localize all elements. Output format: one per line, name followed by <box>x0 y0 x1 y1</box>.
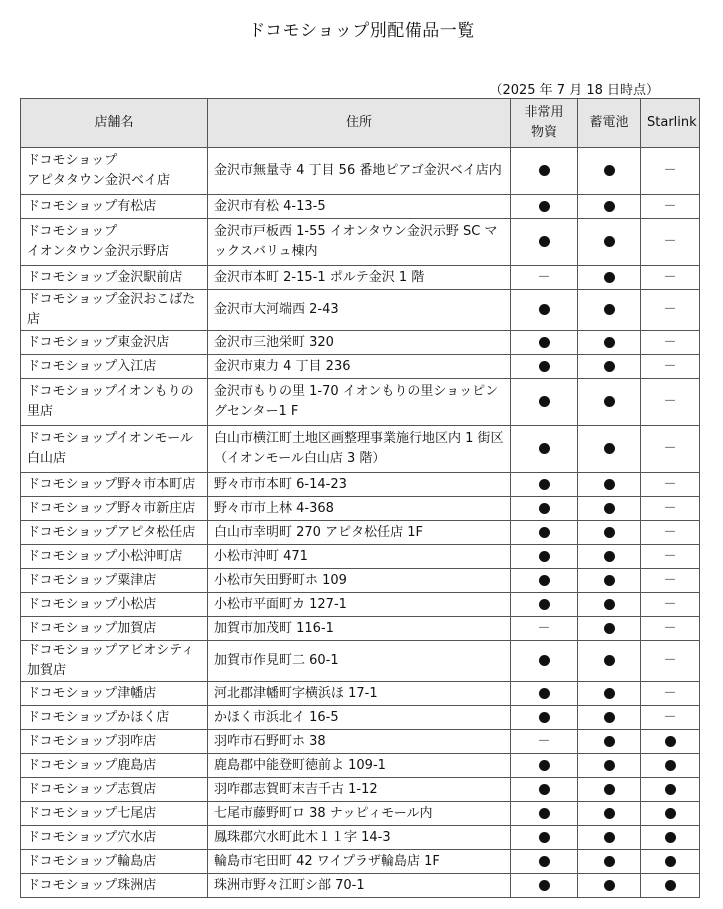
starlink-cell <box>641 593 700 617</box>
table-row <box>21 641 700 682</box>
address-cell: 金沢市戸板西 1-55 イオンタウン金沢示野 SC マックスバリュ棟内 <box>208 219 511 266</box>
dash-mark: － <box>663 709 677 725</box>
emergency-cell <box>511 730 578 754</box>
address-cell: 羽咋市石野町ホ 38 <box>208 730 511 754</box>
dash-mark: － <box>663 269 677 285</box>
filled-circle-icon <box>539 165 550 176</box>
header-store: 店舗名 <box>21 99 208 148</box>
store-name-cell <box>21 706 208 730</box>
dash-mark: － <box>663 620 677 636</box>
starlink-cell <box>641 521 700 545</box>
store-name-cell <box>21 641 208 682</box>
table-row <box>21 826 700 850</box>
emergency-cell <box>511 219 578 266</box>
store-name-line: ドコモショップ小松沖町店 <box>27 548 183 564</box>
battery-cell <box>578 730 641 754</box>
store-name-line: ドコモショップ <box>27 224 118 239</box>
emergency-cell <box>511 521 578 545</box>
table-row <box>21 874 700 898</box>
filled-circle-icon <box>604 443 615 454</box>
table-row <box>21 730 700 754</box>
dash-mark: － <box>663 358 677 374</box>
store-name-cell <box>21 355 208 379</box>
store-name-line: ドコモショップ七尾店 <box>27 805 157 821</box>
address-cell: 河北郡津幡町字横浜ほ 17-1 <box>208 682 511 706</box>
dash-mark: － <box>537 733 551 749</box>
emergency-cell <box>511 778 578 802</box>
address-cell: 金沢市もりの里 1-70 イオンもりの里ショッピングセンター1 F <box>208 379 511 426</box>
battery-cell <box>578 826 641 850</box>
address-cell: 加賀市加茂町 116-1 <box>208 617 511 641</box>
address-cell: 鳳珠郡穴水町此木１１字 14-3 <box>208 826 511 850</box>
starlink-cell <box>641 617 700 641</box>
starlink-cell <box>641 802 700 826</box>
filled-circle-icon <box>539 361 550 372</box>
filled-circle-icon <box>604 527 615 538</box>
dash-mark: － <box>663 524 677 540</box>
store-name-line: ドコモショップ加賀店 <box>27 620 157 636</box>
table-row <box>21 569 700 593</box>
address-cell: 七尾市藤野町ロ 38 ナッピィモール内 <box>208 802 511 826</box>
emergency-cell <box>511 850 578 874</box>
store-name-line: ドコモショップ鹿島店 <box>27 757 157 773</box>
store-name-cell <box>21 521 208 545</box>
filled-circle-icon <box>539 575 550 586</box>
emergency-cell <box>511 682 578 706</box>
store-name-cell <box>21 290 208 331</box>
dash-mark: － <box>663 234 677 249</box>
filled-circle-icon <box>604 575 615 586</box>
store-name-line: イオンタウン金沢示野店 <box>27 244 170 259</box>
emergency-cell <box>511 331 578 355</box>
starlink-cell <box>641 497 700 521</box>
table-row <box>21 754 700 778</box>
dash-mark: － <box>663 476 677 492</box>
table-row <box>21 521 700 545</box>
starlink-cell <box>641 355 700 379</box>
starlink-cell <box>641 682 700 706</box>
filled-circle-icon <box>604 712 615 723</box>
emergency-cell <box>511 497 578 521</box>
store-name-cell <box>21 778 208 802</box>
battery-cell <box>578 195 641 219</box>
filled-circle-icon <box>539 856 550 867</box>
store-name-line: ドコモショップ金沢駅前店 <box>27 269 183 285</box>
table-row <box>21 355 700 379</box>
address-cell: 珠洲市野々江町シ部 70-1 <box>208 874 511 898</box>
dash-mark: － <box>537 620 551 636</box>
filled-circle-icon <box>539 688 550 699</box>
table-row <box>21 148 700 195</box>
dash-mark: － <box>663 572 677 588</box>
store-name-line: ドコモショップ志賀店 <box>27 781 157 797</box>
table-row <box>21 850 700 874</box>
store-name-cell <box>21 266 208 290</box>
filled-circle-icon <box>604 165 615 176</box>
table-row <box>21 266 700 290</box>
battery-cell <box>578 802 641 826</box>
emergency-cell <box>511 473 578 497</box>
starlink-cell <box>641 850 700 874</box>
address-cell: 野々市市上林 4-368 <box>208 497 511 521</box>
filled-circle-icon <box>604 396 615 407</box>
table-row <box>21 617 700 641</box>
starlink-cell <box>641 473 700 497</box>
starlink-cell <box>641 545 700 569</box>
dash-mark: － <box>663 596 677 612</box>
filled-circle-icon <box>604 272 615 283</box>
store-name-cell <box>21 195 208 219</box>
filled-circle-icon <box>539 808 550 819</box>
starlink-cell <box>641 148 700 195</box>
dash-mark: － <box>663 441 677 456</box>
starlink-cell <box>641 826 700 850</box>
header-emergency-line1: 非常用 <box>524 105 564 120</box>
dash-mark: － <box>663 548 677 564</box>
emergency-cell <box>511 545 578 569</box>
battery-cell <box>578 497 641 521</box>
filled-circle-icon <box>539 396 550 407</box>
store-name-line: ドコモショップ金沢おこばた店 <box>27 292 196 327</box>
dash-mark: － <box>663 334 677 350</box>
page-title: ドコモショップ別配備品一覧 <box>248 21 475 41</box>
address-cell: 金沢市本町 2-15-1 ポルテ金沢 1 階 <box>208 266 511 290</box>
filled-circle-icon <box>604 688 615 699</box>
table-row <box>21 379 700 426</box>
starlink-cell <box>641 778 700 802</box>
store-name-cell <box>21 148 208 195</box>
filled-circle-icon <box>665 736 676 747</box>
emergency-cell <box>511 569 578 593</box>
emergency-cell <box>511 706 578 730</box>
table-row <box>21 593 700 617</box>
store-name-cell <box>21 802 208 826</box>
filled-circle-icon <box>604 832 615 843</box>
dash-mark: － <box>663 198 677 214</box>
table-row <box>21 473 700 497</box>
battery-cell <box>578 545 641 569</box>
emergency-cell <box>511 826 578 850</box>
address-cell: 鹿島郡中能登町徳前よ 109-1 <box>208 754 511 778</box>
emergency-cell <box>511 195 578 219</box>
dash-mark: － <box>537 269 551 285</box>
table-row <box>21 195 700 219</box>
filled-circle-icon <box>665 760 676 771</box>
header-emergency-line2: 物資 <box>530 125 557 140</box>
starlink-cell <box>641 754 700 778</box>
store-name-line: ドコモショップ入江店 <box>27 358 157 374</box>
store-name-cell <box>21 569 208 593</box>
filled-circle-icon <box>539 551 550 562</box>
dash-mark: － <box>663 163 677 178</box>
emergency-cell <box>511 355 578 379</box>
table-row <box>21 219 700 266</box>
date-note: （2025 年 7 月 18 日時点） <box>489 83 659 98</box>
address-cell: かほく市浜北イ 16-5 <box>208 706 511 730</box>
filled-circle-icon <box>665 808 676 819</box>
battery-cell <box>578 850 641 874</box>
store-name-cell <box>21 754 208 778</box>
store-name-line: ドコモショップ津幡店 <box>27 685 157 701</box>
dash-mark: － <box>663 653 677 668</box>
store-name-line: ドコモショップ輪島店 <box>27 853 157 869</box>
store-name-line: ドコモショップ小松店 <box>27 596 157 612</box>
table-row <box>21 426 700 473</box>
address-cell: 輪島市宅田町 42 ワイプラザ輪島店 1F <box>208 850 511 874</box>
filled-circle-icon <box>539 880 550 891</box>
starlink-cell <box>641 219 700 266</box>
store-name-line: ドコモショップイオンもりの里店 <box>27 384 194 419</box>
emergency-cell <box>511 641 578 682</box>
filled-circle-icon <box>539 712 550 723</box>
filled-circle-icon <box>539 304 550 315</box>
store-name-cell <box>21 379 208 426</box>
starlink-cell <box>641 569 700 593</box>
filled-circle-icon <box>604 856 615 867</box>
table-row <box>21 802 700 826</box>
battery-cell <box>578 266 641 290</box>
store-name-line: アピタタウン金沢ベイ店 <box>27 173 171 188</box>
filled-circle-icon <box>604 880 615 891</box>
store-name-cell <box>21 593 208 617</box>
address-cell: 小松市平面町カ 127-1 <box>208 593 511 617</box>
filled-circle-icon <box>539 655 550 666</box>
filled-circle-icon <box>604 236 615 247</box>
battery-cell <box>578 706 641 730</box>
battery-cell <box>578 754 641 778</box>
store-name-line: ドコモショップ粟津店 <box>27 572 157 588</box>
filled-circle-icon <box>604 503 615 514</box>
emergency-cell <box>511 874 578 898</box>
address-cell: 金沢市三池栄町 320 <box>208 331 511 355</box>
address-cell: 小松市矢田野町ホ 109 <box>208 569 511 593</box>
header-emergency <box>511 99 578 148</box>
store-name-cell <box>21 426 208 473</box>
emergency-cell <box>511 379 578 426</box>
battery-cell <box>578 473 641 497</box>
starlink-cell <box>641 706 700 730</box>
filled-circle-icon <box>604 201 615 212</box>
filled-circle-icon <box>539 599 550 610</box>
table-row <box>21 545 700 569</box>
starlink-cell <box>641 730 700 754</box>
store-name-line: ドコモショップ <box>27 153 118 168</box>
filled-circle-icon <box>539 443 550 454</box>
store-name-line: ドコモショップアビオシティ加賀店 <box>27 643 195 678</box>
battery-cell <box>578 778 641 802</box>
starlink-cell <box>641 266 700 290</box>
store-name-line: ドコモショップ野々市本町店 <box>27 476 196 492</box>
starlink-cell <box>641 195 700 219</box>
store-name-line: ドコモショップアピタ松任店 <box>27 524 196 540</box>
battery-cell <box>578 593 641 617</box>
address-cell: 白山市幸明町 270 アピタ松任店 1F <box>208 521 511 545</box>
emergency-cell <box>511 426 578 473</box>
filled-circle-icon <box>539 527 550 538</box>
dash-mark: － <box>663 500 677 516</box>
header-starlink: Starlink <box>641 99 700 148</box>
starlink-cell <box>641 290 700 331</box>
battery-cell <box>578 569 641 593</box>
store-name-line: ドコモショップ穴水店 <box>27 829 157 845</box>
table-row <box>21 778 700 802</box>
dash-mark: － <box>663 685 677 701</box>
battery-cell <box>578 219 641 266</box>
store-name-cell <box>21 826 208 850</box>
dash-mark: － <box>663 302 677 317</box>
store-name-cell <box>21 874 208 898</box>
header-address: 住所 <box>208 99 511 148</box>
filled-circle-icon <box>604 623 615 634</box>
filled-circle-icon <box>539 479 550 490</box>
table-row <box>21 331 700 355</box>
starlink-cell <box>641 331 700 355</box>
filled-circle-icon <box>604 808 615 819</box>
store-name-cell <box>21 730 208 754</box>
filled-circle-icon <box>665 832 676 843</box>
table-header-row <box>21 99 700 148</box>
battery-cell <box>578 426 641 473</box>
filled-circle-icon <box>539 832 550 843</box>
filled-circle-icon <box>539 784 550 795</box>
emergency-cell <box>511 802 578 826</box>
table-row <box>21 682 700 706</box>
emergency-cell <box>511 290 578 331</box>
address-cell: 白山市横江町土地区画整理事業施行地区内 1 街区（イオンモール白山店 3 階） <box>208 426 511 473</box>
emergency-cell <box>511 593 578 617</box>
store-name-line: ドコモショップ珠洲店 <box>27 877 157 893</box>
filled-circle-icon <box>539 201 550 212</box>
filled-circle-icon <box>665 784 676 795</box>
address-cell: 金沢市東力 4 丁目 236 <box>208 355 511 379</box>
battery-cell <box>578 641 641 682</box>
store-name-line: ドコモショップ野々市新庄店 <box>27 500 196 516</box>
table-row <box>21 706 700 730</box>
address-cell: 加賀市作見町二 60-1 <box>208 641 511 682</box>
equipment-table <box>20 98 700 898</box>
emergency-cell <box>511 148 578 195</box>
address-cell: 羽咋郡志賀町末吉千古 1-12 <box>208 778 511 802</box>
filled-circle-icon <box>604 655 615 666</box>
store-name-cell <box>21 617 208 641</box>
store-name-cell <box>21 545 208 569</box>
filled-circle-icon <box>604 304 615 315</box>
store-name-line: ドコモショップ東金沢店 <box>27 334 170 350</box>
battery-cell <box>578 521 641 545</box>
filled-circle-icon <box>604 760 615 771</box>
table-row <box>21 290 700 331</box>
dash-mark: － <box>663 394 677 409</box>
starlink-cell <box>641 874 700 898</box>
filled-circle-icon <box>604 479 615 490</box>
store-name-cell <box>21 497 208 521</box>
store-name-line: ドコモショップイオンモール白山店 <box>27 431 193 466</box>
filled-circle-icon <box>665 880 676 891</box>
store-name-cell <box>21 682 208 706</box>
emergency-cell <box>511 617 578 641</box>
store-name-line: ドコモショップかほく店 <box>27 709 170 725</box>
battery-cell <box>578 290 641 331</box>
filled-circle-icon <box>604 361 615 372</box>
table-row <box>21 497 700 521</box>
filled-circle-icon <box>604 551 615 562</box>
store-name-cell <box>21 850 208 874</box>
address-cell: 金沢市無量寺 4 丁目 56 番地ピアゴ金沢ベイ店内 <box>208 148 511 195</box>
battery-cell <box>578 617 641 641</box>
filled-circle-icon <box>539 337 550 348</box>
filled-circle-icon <box>604 784 615 795</box>
starlink-cell <box>641 426 700 473</box>
store-name-line: ドコモショップ有松店 <box>27 198 157 214</box>
filled-circle-icon <box>539 760 550 771</box>
battery-cell <box>578 355 641 379</box>
header-battery: 蓄電池 <box>578 99 641 148</box>
filled-circle-icon <box>604 337 615 348</box>
address-cell: 小松市沖町 471 <box>208 545 511 569</box>
emergency-cell <box>511 266 578 290</box>
filled-circle-icon <box>539 236 550 247</box>
filled-circle-icon <box>665 856 676 867</box>
battery-cell <box>578 148 641 195</box>
battery-cell <box>578 331 641 355</box>
battery-cell <box>578 874 641 898</box>
store-name-line: ドコモショップ羽咋店 <box>27 733 157 749</box>
battery-cell <box>578 379 641 426</box>
filled-circle-icon <box>604 736 615 747</box>
store-name-cell <box>21 331 208 355</box>
starlink-cell <box>641 641 700 682</box>
address-cell: 金沢市大河端西 2-43 <box>208 290 511 331</box>
store-name-cell <box>21 219 208 266</box>
address-cell: 野々市市本町 6-14-23 <box>208 473 511 497</box>
starlink-cell <box>641 379 700 426</box>
filled-circle-icon <box>539 503 550 514</box>
store-name-cell <box>21 473 208 497</box>
battery-cell <box>578 682 641 706</box>
filled-circle-icon <box>604 599 615 610</box>
emergency-cell <box>511 754 578 778</box>
address-cell: 金沢市有松 4-13-5 <box>208 195 511 219</box>
